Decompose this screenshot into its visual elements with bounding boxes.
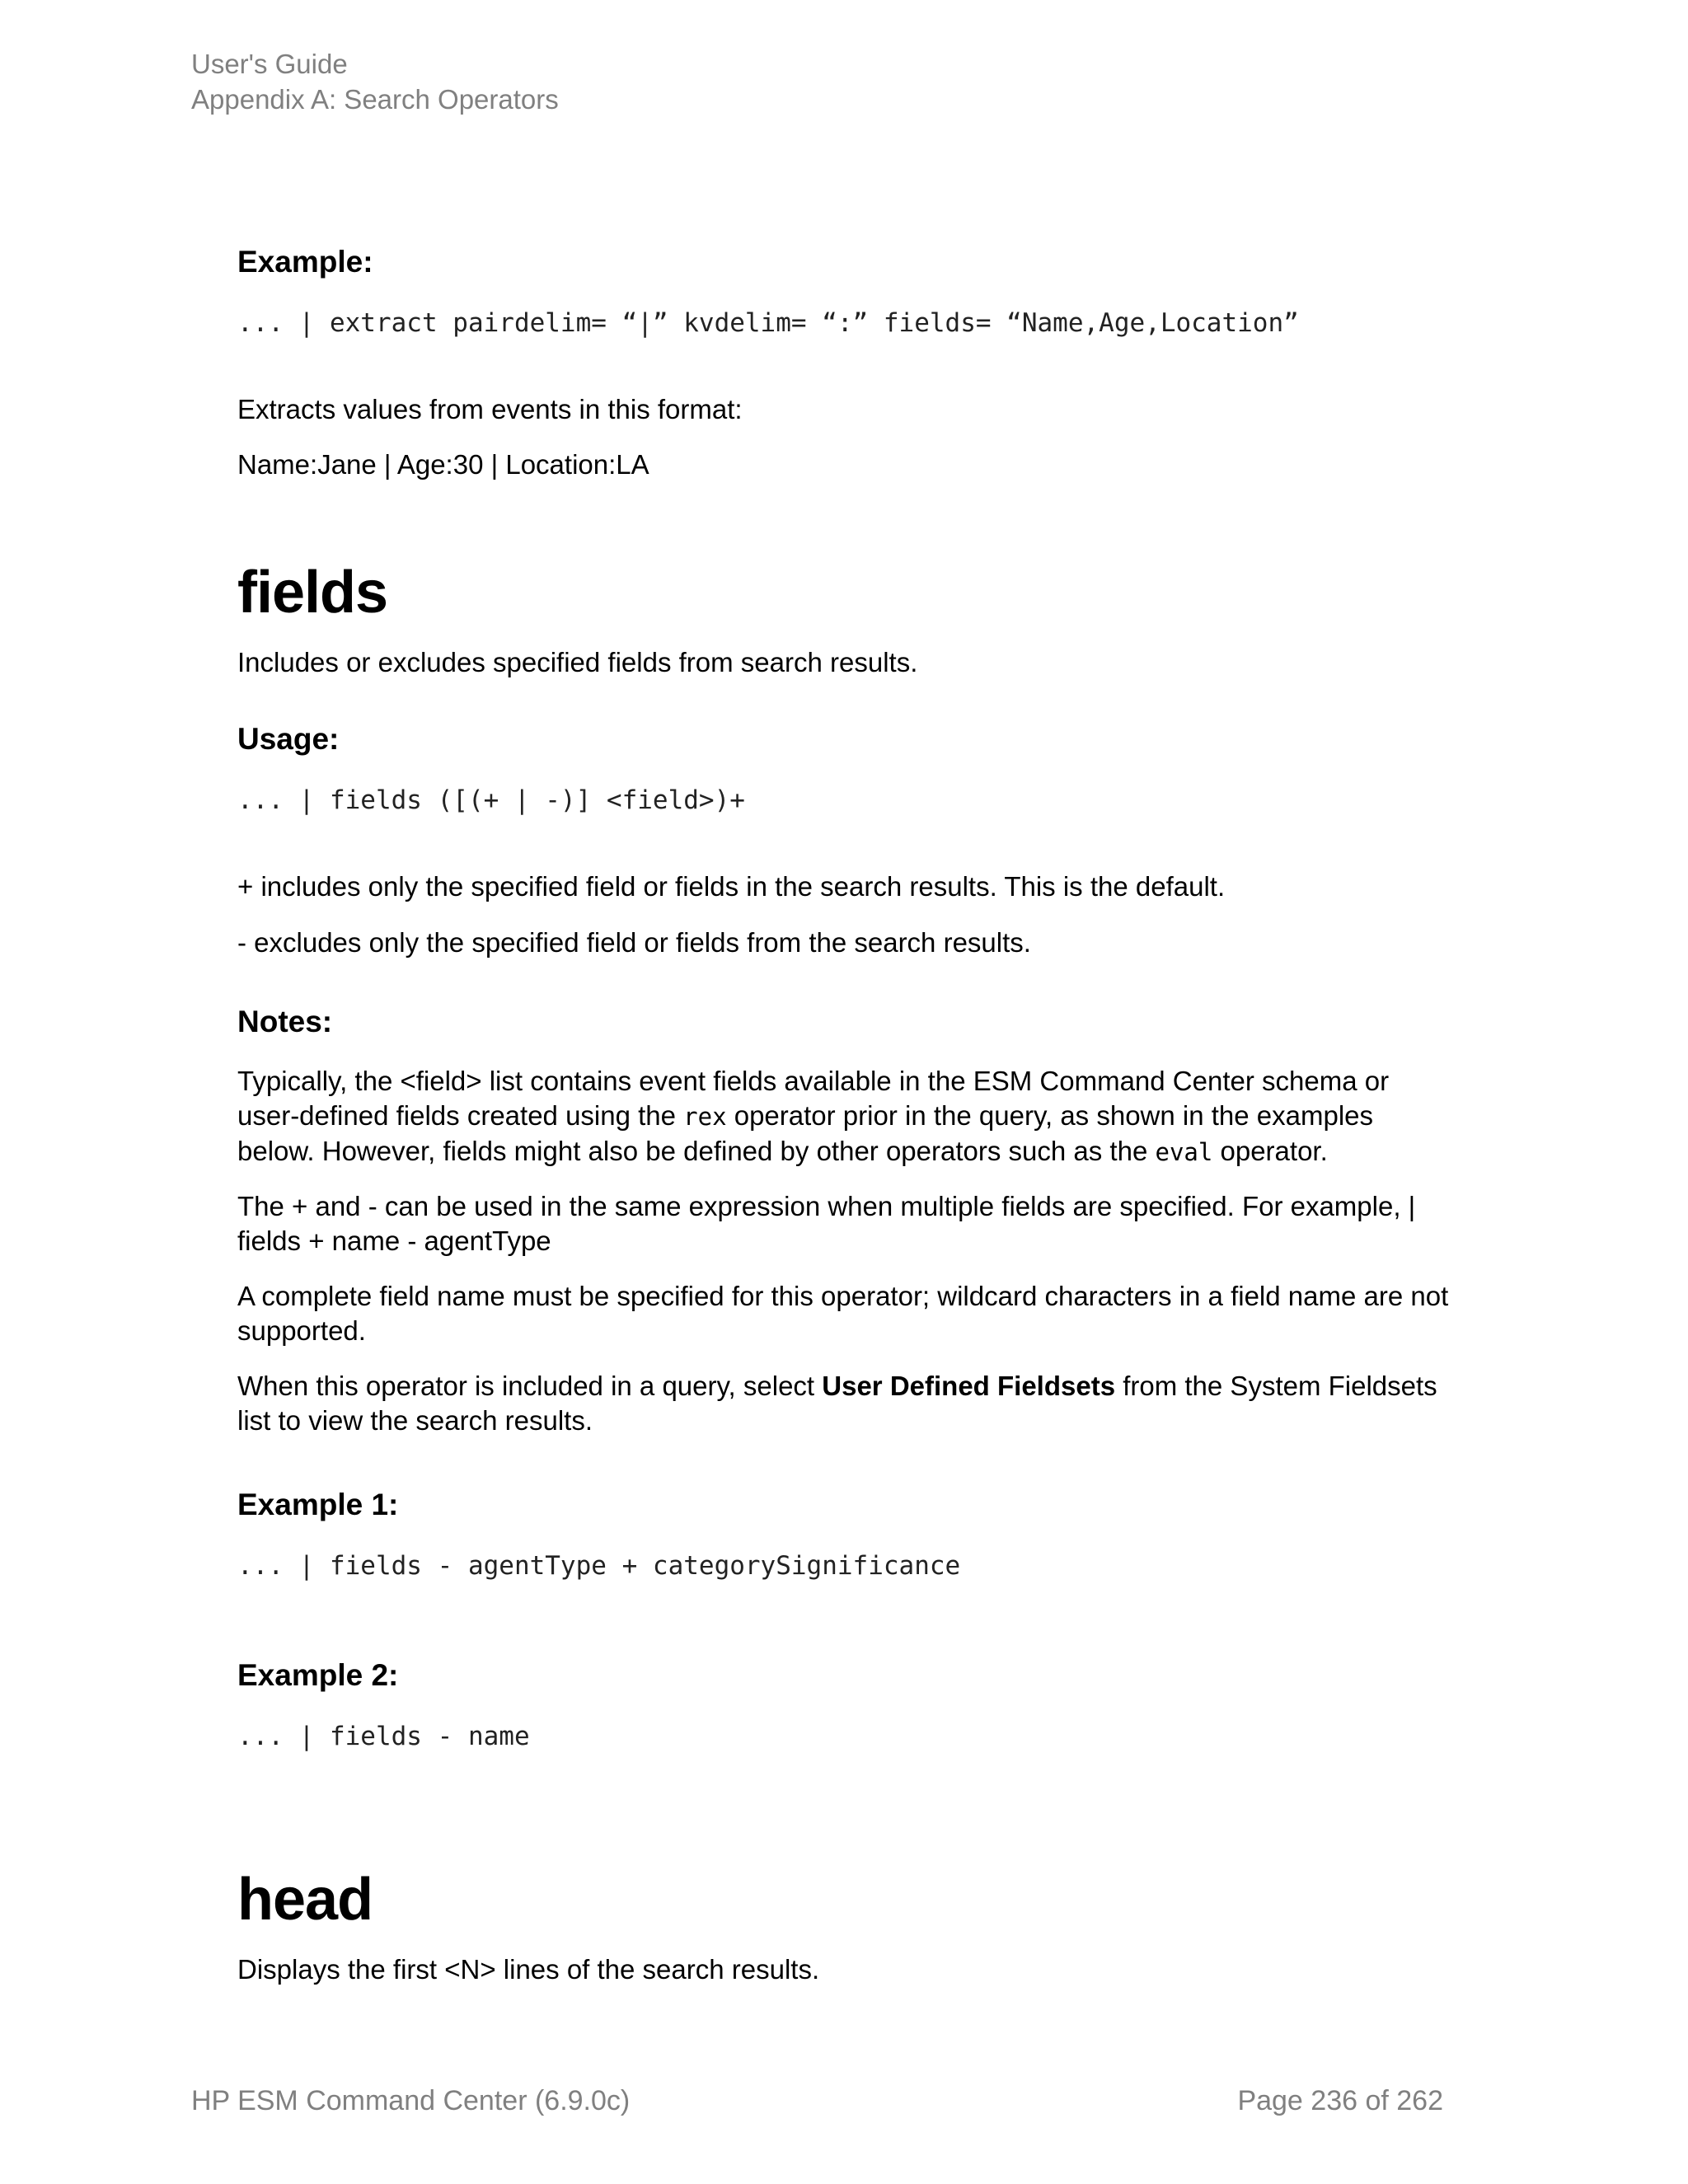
section-title: Appendix A: Search Operators [191, 84, 559, 115]
usage-code: ... | fields ([(+ | -)] <field>)+ [237, 785, 745, 815]
example-2-heading: Example 2: [237, 1658, 399, 1692]
user-defined-fieldsets: User Defined Fieldsets [822, 1371, 1116, 1401]
example-1-heading: Example 1: [237, 1488, 399, 1521]
extract-example-heading: Example: [237, 245, 373, 279]
fields-summary: Includes or excludes specified fields from search results. [237, 647, 918, 677]
footer-product: HP ESM Command Center (6.9.0c) [191, 2085, 631, 2116]
footer-page-number: Page 236 of 262 [1237, 2085, 1443, 2116]
fields-title: fields [237, 560, 388, 626]
minus-description: - excludes only the specified field or fields from the search results. [237, 927, 1031, 958]
note-4-text-b: from the System Fieldsets list to view the search results. [237, 1371, 1437, 1436]
extract-example-sample: Name:Jane | Age:30 | Location:LA [237, 449, 649, 480]
example-1-code: ... | fields - agentType + categorySignificance [237, 1551, 961, 1581]
guide-title: User's Guide [191, 49, 348, 79]
rex-code: rex [683, 1103, 727, 1131]
note-4 [237, 1369, 1457, 1438]
extract-example-description: Extracts values from events in this format: [237, 394, 743, 424]
example-2-code: ... | fields - name [237, 1722, 530, 1751]
note-4-text-a: When this operator is included in a query, select [237, 1371, 823, 1401]
extract-example-code: ... | extract pairdelim= “|” kvdelim= “:” fields= “Name,Age,Location” [237, 308, 1299, 338]
note-1-text-c: operator. [1212, 1136, 1328, 1166]
head-summary: Displays the first <N> lines of the search results. [237, 1954, 820, 1985]
page-header [191, 46, 559, 117]
note-2: The + and - can be used in the same expression when multiple fields are specified. For example, | fields + name - agentType [237, 1191, 1416, 1256]
usage-heading: Usage: [237, 722, 340, 756]
head-title: head [237, 1867, 373, 1933]
note-1-text-a: Typically, the <field> list contains event fields available in the ESM Command Center schema or user-defined fields created using the [237, 1066, 1390, 1131]
eval-code: eval [1155, 1138, 1213, 1166]
note-1 [237, 1064, 1457, 1169]
notes-heading: Notes: [237, 1005, 333, 1038]
note-1-text-b: operator prior in the query, as shown in the examples below. However, fields might also be defined by other operators such as the [237, 1100, 1374, 1166]
note-3: A complete field name must be specified for this operator; wildcard characters in a field name are not supported. [237, 1281, 1449, 1346]
plus-description: + includes only the specified field or fields in the search results. This is the default. [237, 871, 1226, 902]
